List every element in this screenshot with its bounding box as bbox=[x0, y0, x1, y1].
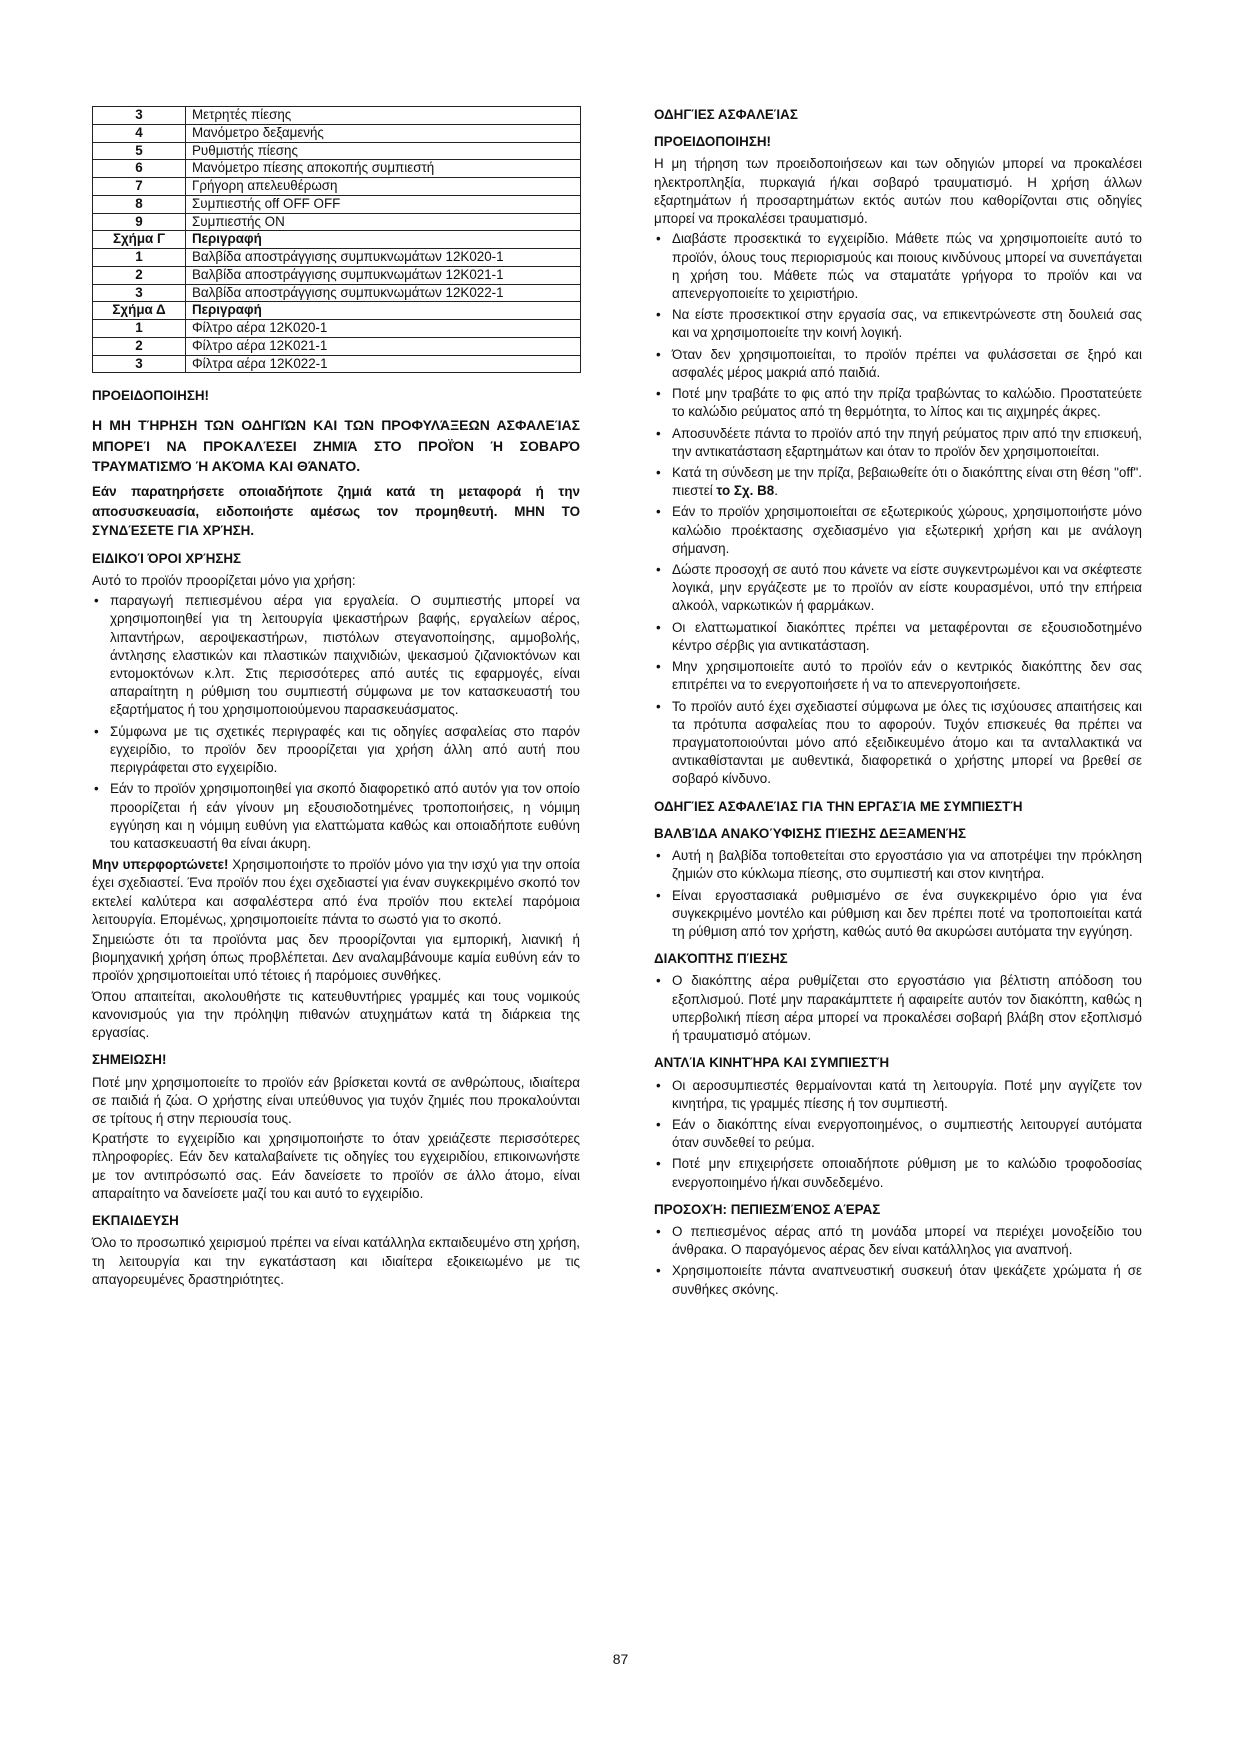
table-cell-number: 5 bbox=[93, 142, 186, 160]
list-item: • Ο πεπιεσμένος αέρας από τη μονάδα μπορεί να περιέχει μονοξείδιο του άνθρακα. Ο παραγόμενος αέρας δεν είναι κατάλληλος για αναπνοή. bbox=[654, 1223, 1142, 1259]
parts-table bbox=[92, 106, 581, 373]
table-cell-number: 2 bbox=[93, 337, 186, 355]
list-item: • παραγωγή πεπιεσμένου αέρα για εργαλεία. Ο συμπιεστής μπορεί να χρησιμοποιηθεί για τη λειτουργία ψεκαστήρων βαφής, εργαλείων αέρος, λιπαντήρων, αεροψεκαστήρων, πιστόλων στεγανοποίησης, αμμοβολής, άντλησης ελαστικών και πλαστικών παιχνιδιών, ψεκασμού ζιζανιοκτόνων και εντομοκτόνων κ.λπ. Στις περισσότερες από αυτές τις εφαρμογές, είναι απαραίτητη η ρύθμιση του συμπιεστή σύμφωνα με τον κατασκευαστή του εξαρτήματος ή του χρησιμοποιούμενου παρασκευάσματος. bbox=[92, 592, 580, 720]
safety-heading: ΟΔΗΓΊΕΣ ΑΣΦΑΛΕΊΑΣ bbox=[654, 107, 798, 122]
table-cell-description: Συμπιεστής ON bbox=[186, 213, 581, 231]
air-heading: ΠΡΟΣΟΧΉ: ΠΕΠΙΕΣΜΈΝΟΣ ΑΈΡΑΣ bbox=[654, 1201, 881, 1217]
specific-use-heading: ΕΙΔΙΚΟΊ ΌΡΟΙ ΧΡΉΣΗΣ bbox=[92, 550, 242, 566]
specific-use-intro: Αυτό το προϊόν προορίζεται μόνο για χρήση: bbox=[92, 572, 356, 588]
plug-figure-ref: το Σχ. B8 bbox=[716, 483, 775, 499]
table-header-row bbox=[93, 231, 581, 249]
table-row bbox=[93, 142, 581, 160]
table-cell-description: Φίλτρα αέρα 12K022-1 bbox=[186, 355, 581, 373]
table-cell-number: 3 bbox=[93, 355, 186, 373]
list-item: • Εάν το προϊόν χρησιμοποιείται σε εξωτερικούς χώρους, χρησιμοποιήστε μόνο καλώδιο προέκτασης σχεδιασμένο για εξωτερική χρήση και με ανάλογη σήμανση. bbox=[654, 503, 1142, 558]
specific-use-list bbox=[92, 592, 580, 853]
table-cell-number: 3 bbox=[93, 284, 186, 302]
note-paragraph-1: Ποτέ μην χρησιμοποιείτε το προϊόν εάν βρίσκεται κοντά σε ανθρώπους, ιδιαίτερα σε παιδιά ή ζώα. Ο χρήστης είναι υπεύθυνος για τυχόν ζημιές που προκαλούνται σε τρίτους ή στην περιουσία τους. bbox=[92, 1074, 580, 1127]
table-cell-number: 6 bbox=[93, 160, 186, 178]
table-cell-description: Συμπιεστής off OFF OFF bbox=[186, 195, 581, 213]
table-row bbox=[93, 320, 581, 338]
note-paragraph-2: Κρατήστε το εγχειρίδιο και χρησιμοποιήστε το όταν χρειάζεστε περισσότερες πληροφορίες. Εάν δεν καταλαβαίνετε τις οδηγίες του εγχειριδίου, επικοινωνήστε με τον αντιπρόσωπό σας. Εάν δανείσετε το προϊόν σε άλλο άτομο, είναι απαραίτητο να δανείσετε μαζί του και αυτό το εγχειρίδιο. bbox=[92, 1131, 580, 1201]
table-row bbox=[93, 124, 581, 142]
table-cell-number: Σχήμα Δ bbox=[93, 302, 186, 320]
list-item: • Δώστε προσοχή σε αυτό που κάνετε να είστε συγκεντρωμένοι και να σκέφτεστε λογικά, μην εργάζεστε με το προϊόν αν είστε κουρασμένοι, υπό την επήρεια αλκοόλ, ναρκωτικών ή φαρμάκων. bbox=[654, 561, 1142, 616]
plug-end: . bbox=[774, 483, 778, 499]
air-list bbox=[654, 1223, 1142, 1299]
table-row bbox=[93, 266, 581, 284]
table-cell-number: 3 bbox=[93, 107, 186, 125]
warning-heading: ΠΡΟΕΙΔΟΠΟΙΗΣΗ! bbox=[92, 388, 209, 404]
table-cell-number: 4 bbox=[93, 124, 186, 142]
commercial-use-paragraph: Σημειώστε ότι τα προϊόντα μας δεν προορίζονται για εμπορική, λιανική ή βιομηχανική χρήση όπως προβλέπεται. Δεν αναλαμβάνουμε καμία ευθύνη εάν το προϊόν χρησιμοποιείται υπό τέτοιες ή παρόμοιες συνθήκες. bbox=[92, 932, 580, 984]
list-item-plug bbox=[654, 464, 1142, 500]
plug-text: Κατά τη σύνδεση με την πρίζα, βεβαιωθείτε ότι ο διακόπτης είναι στη θέση "off". πιεστεί bbox=[672, 464, 1142, 499]
list-item: • Εάν ο διακόπτης είναι ενεργοποιημένος, ο συμπιεστής λειτουργεί αυτόματα όταν συνδεθεί το ρεύμα. bbox=[654, 1116, 1142, 1152]
switch-list bbox=[654, 972, 1142, 1045]
table-cell-description: Μανόμετρο δεξαμενής bbox=[186, 124, 581, 142]
warning-caps-text: Η ΜΗ ΤΉΡΗΣΗ ΤΩΝ ΟΔΗΓΙΏΝ ΚΑΙ ΤΩΝ ΠΡΟΦΥΛΆΞΕΩΝ ΑΣΦΑΛΕΊΑΣ ΜΠΟΡΕΊ ΝΑ ΠΡΟΚΑΛΈΣΕΙ ΖΗΜΙΆ ΣΤΟ ΠΡΟΪΌΝ Ή ΣΟΒΑΡΌ ΤΡΑΥΜΑΤΙΣΜΌ Ή ΑΚΌΜΑ ΚΑΙ ΘΆΝΑΤΟ. bbox=[92, 417, 580, 475]
table-cell-number: 1 bbox=[93, 249, 186, 267]
list-item: • Χρησιμοποιείτε πάντα αναπνευστική συσκευή όταν ψεκάζετε χρώματα ή σε συνθήκες σκόνης. bbox=[654, 1262, 1142, 1298]
table-cell-description: Φίλτρο αέρα 12K021-1 bbox=[186, 337, 581, 355]
table-row bbox=[93, 107, 581, 125]
switch-heading: ΔΙΑΚΌΠΤΗΣ ΠΊΕΣΗΣ bbox=[654, 951, 788, 967]
overload-text: Χρησιμοποιήστε το προϊόν μόνο για την ισχύ για την οποία έχει σχεδιαστεί. Ένα προϊόν που έχει σχεδιαστεί για έναν συγκεκριμένο σκοπό τον εκτελεί καλύτερα και ασφαλέστερα από ένα προϊόν που εκτελεί παρόμοια λειτουργία. Επομένως, χρησιμοποιείτε πάντα το σωστό για το σκοπό. bbox=[92, 857, 580, 927]
list-item: • Εάν το προϊόν χρησιμοποιηθεί για σκοπό διαφορετικό από αυτόν για τον οποίο προορίζεται ή εάν γίνουν μη εξουσιοδοτημένες τροποποιήσεις, η νόμιμη εγγύηση και η νόμιμη ευθύνη για ελαττώματα καθώς και οποιαδήποτε ευθύνη του κατασκευαστή θα είναι άκυρη. bbox=[92, 780, 580, 853]
list-item: • Ο διακόπτης αέρα ρυθμίζεται στο εργοστάσιο για βέλτιστη απόδοση του εξοπλισμού. Ποτέ μην παρακάμπτετε ή αφαιρείτε αυτόν τον διακόπτη, καθώς η υπερβολική πίεση αέρα μπορεί να προκαλέσει σοβαρή βλάβη στον εξοπλισμό ή τραυματισμό ατόμων. bbox=[654, 972, 1142, 1045]
guidelines-paragraph: Όπου απαιτείται, ακολουθήστε τις κατευθυντήριες γραμμές και τους νομικούς κανονισμούς για την πρόληψη πιθανών ατυχημάτων κατά τη διάρκεια της εργασίας. bbox=[92, 988, 580, 1041]
list-item: • Αυτή η βαλβίδα τοποθετείται στο εργοστάσιο για να αποτρέψει την πρόκληση ζημιών στο κύκλωμα πίεσης, στο συμπιεστή και στον κινητήρα. bbox=[654, 847, 1142, 883]
right-warning-text: Η μη τήρηση των προειδοποιήσεων και των οδηγιών μπορεί να προκαλέσει ηλεκτροπληξία, πυρκαγιά ή/και σοβαρό τραυματισμό. Η χρήση άλλων εξαρτημάτων ή προσαρτημάτων εκτός αυτών που καθορίζονται στις οδηγίες μπορεί να προκαλέσει τραυματισμό. bbox=[654, 156, 1142, 227]
list-item: • Είναι εργοστασιακά ρυθμισμένο σε ένα συγκεκριμένο όριο για ένα συγκεκριμένο μοντέλο και ρύθμιση και δεν πρέπει ποτέ να τροποποιείται κατά τη ρύθμιση από τον χρήστη, καθώς αυτό θα ακυρώσει αυτόματα την εγγύηση. bbox=[654, 887, 1142, 942]
list-item: • Ποτέ μην επιχειρήσετε οποιαδήποτε ρύθμιση με το καλώδιο τροφοδοσίας ενεργοποιημένο ή/και συνδεδεμένο. bbox=[654, 1155, 1142, 1191]
list-item: • Το προϊόν αυτό έχει σχεδιαστεί σύμφωνα με όλες τις ισχύουσες απαιτήσεις και τα πρότυπα ασφαλείας που το αφορούν. Τυχόν επισκευές θα πρέπει να πραγματοποιούνται μόνο από εξειδικευμένο άτομο και τα ανταλλακτικά να αντικαθίστανται με αυθεντικά, διαφορετικά ο χρήστης μπορεί να βρεθεί σε σοβαρό κίνδυνο. bbox=[654, 698, 1142, 789]
table-row bbox=[93, 249, 581, 267]
list-item: • Οι αεροσυμπιεστές θερμαίνονται κατά τη λειτουργία. Ποτέ μην αγγίζετε τον κινητήρα, τις γραμμές πίεσης ή τον συμπιεστή. bbox=[654, 1077, 1142, 1113]
table-cell-number: 8 bbox=[93, 195, 186, 213]
table-header-row bbox=[93, 302, 581, 320]
list-item: • Αποσυνδέετε πάντα το προϊόν από την πηγή ρεύματος πριν από την επισκευή, την αντικατάσταση εξαρτημάτων και όταν το προϊόν δεν χρησιμοποιείται. bbox=[654, 425, 1142, 461]
list-item: • Μην χρησιμοποιείτε αυτό το προϊόν εάν ο κεντρικός διακόπτης δεν σας επιτρέπει να το ενεργοποιήσετε ή να το απενεργοποιήσετε. bbox=[654, 658, 1142, 694]
list-item: • Να είστε προσεκτικοί στην εργασία σας, να επικεντρώνεστε στη δουλειά σας και να χρησιμοποιείτε την κοινή λογική. bbox=[654, 306, 1142, 342]
table-cell-number: 2 bbox=[93, 266, 186, 284]
table-cell-description: Γρήγορη απελευθέρωση bbox=[186, 178, 581, 196]
training-paragraph: Όλο το προσωπικό χειρισμού πρέπει να είναι κατάλληλα εκπαιδευμένο στη χρήση, τη λειτουργία και την εγκατάσταση και ιδιαίτερα εξοικειωμένο με τις απαγορευμένες δραστηριότητες. bbox=[92, 1235, 580, 1287]
page-number: 87 bbox=[612, 1651, 629, 1667]
compressor-safety-heading: ΟΔΗΓΊΕΣ ΑΣΦΑΛΕΊΑΣ ΓΙΑ ΤΗΝ ΕΡΓΑΣΊΑ ΜΕ ΣΥΜΠΙΕΣΤΉ bbox=[654, 798, 1023, 814]
overload-bold: Μην υπερφορτώνετε! bbox=[92, 857, 229, 873]
list-item: • Σύμφωνα με τις σχετικές περιγραφές και τις οδηγίες ασφαλείας στο παρόν εγχειρίδιο, το προϊόν δεν προορίζεται για χρήση άλλη από αυτή που περιγράφεται στο εγχειρίδιο. bbox=[92, 723, 580, 778]
right-column bbox=[654, 106, 1142, 1302]
pump-heading: ΑΝΤΛΊΑ ΚΙΝΗΤΉΡΑ ΚΑΙ ΣΥΜΠΙΕΣΤΉ bbox=[654, 1055, 890, 1071]
safety-list bbox=[654, 230, 1142, 788]
table-cell-description: Φίλτρο αέρα 12K020-1 bbox=[186, 320, 581, 338]
table-cell-description: Βαλβίδα αποστράγγισης συμπυκνωμάτων 12K020-1 bbox=[186, 249, 581, 267]
table-cell-number: 9 bbox=[93, 213, 186, 231]
table-cell-number: 7 bbox=[93, 178, 186, 196]
right-warning-heading: ΠΡΟΕΙΔΟΠΟΙΗΣΗ! bbox=[654, 134, 771, 150]
table-cell-number: Σχήμα Γ bbox=[93, 231, 186, 249]
table-cell-description: Ρυθμιστής πίεσης bbox=[186, 142, 581, 160]
table-cell-description: Μανόμετρο πίεσης αποκοπής συμπιεστή bbox=[186, 160, 581, 178]
table-cell-description: Μετρητές πίεσης bbox=[186, 107, 581, 125]
parts-table-body bbox=[93, 107, 581, 373]
table-cell-description: Περιγραφή bbox=[186, 302, 581, 320]
table-row bbox=[93, 178, 581, 196]
table-row bbox=[93, 213, 581, 231]
table-row bbox=[93, 284, 581, 302]
pump-list bbox=[654, 1077, 1142, 1192]
table-row bbox=[93, 337, 581, 355]
table-row bbox=[93, 160, 581, 178]
table-cell-description: Βαλβίδα αποστράγγισης συμπυκνωμάτων 12K021-1 bbox=[186, 266, 581, 284]
damage-notice: Εάν παρατηρήσετε οποιαδήποτε ζημιά κατά τη μεταφορά ή την αποσυσκευασία, ειδοποιήστε αμέσως τον προμηθευτή. ΜΗΝ ΤΟ ΣΥΝΔΈΣΕΤΕ ΓΙΑ ΧΡΉΣΗ. bbox=[92, 484, 580, 539]
note-heading: ΣΗΜΕΙΩΣΗ! bbox=[92, 1052, 167, 1068]
list-item: • Ποτέ μην τραβάτε το φις από την πρίζα τραβώντας το καλώδιο. Προστατεύετε το καλώδιο ρεύματος από τη θερμότητα, το λίπος και τις αιχμηρές άκρες. bbox=[654, 385, 1142, 421]
overload-paragraph bbox=[92, 856, 580, 929]
table-cell-number: 1 bbox=[93, 320, 186, 338]
table-row bbox=[93, 195, 581, 213]
table-cell-description: Περιγραφή bbox=[186, 231, 581, 249]
valve-heading: ΒΑΛΒΊΔΑ ΑΝΑΚΟΎΦΙΣΗΣ ΠΊΕΣΗΣ ΔΕΞΑΜΕΝΉΣ bbox=[654, 825, 967, 841]
list-item: • Οι ελαττωματικοί διακόπτες πρέπει να μεταφέρονται σε εξουσιοδοτημένο κέντρο σέρβις για αντικατάσταση. bbox=[654, 619, 1142, 655]
valve-list bbox=[654, 847, 1142, 941]
training-heading: ΕΚΠΑΙΔΕΥΣΗ bbox=[92, 1213, 179, 1229]
list-item: • Όταν δεν χρησιμοποιείται, το προϊόν πρέπει να φυλάσσεται σε ξηρό και ασφαλές μέρος μακριά από παιδιά. bbox=[654, 346, 1142, 382]
left-column bbox=[92, 106, 580, 1291]
table-row bbox=[93, 355, 581, 373]
list-item: • Διαβάστε προσεκτικά το εγχειρίδιο. Μάθετε πώς να χρησιμοποιείτε αυτό το προϊόν, όλους τους περιορισμούς και ποιους κινδύνους μπορεί να συνεπάγεται η χρήση του. Μάθετε πώς να σταματάτε γρήγορα το προϊόν και να απενεργοποιείτε το χειριστήριο. bbox=[654, 230, 1142, 303]
table-cell-description: Βαλβίδα αποστράγγισης συμπυκνωμάτων 12K022-1 bbox=[186, 284, 581, 302]
